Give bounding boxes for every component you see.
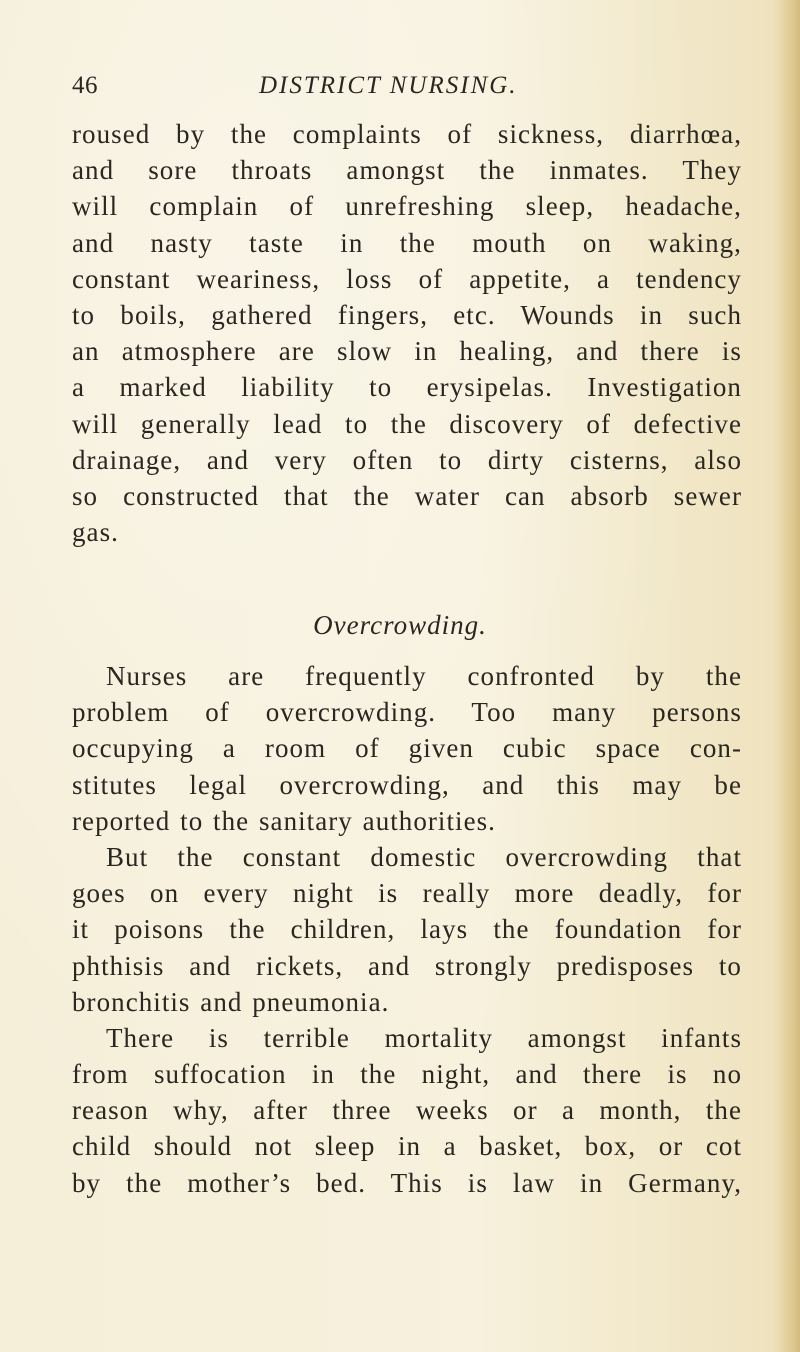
text-line: goes on every night is really more deadly, for	[72, 878, 742, 909]
text-line: and sore throats amongst the inmates. They	[72, 155, 742, 186]
running-title: DISTRICT NURSING.	[259, 72, 518, 99]
text-line: a marked liability to erysipelas. Investigation	[72, 372, 742, 403]
text-line: There is terrible mortality amongst infants	[106, 1022, 742, 1053]
text-line: constant weariness, loss of appetite, a tendency	[72, 263, 742, 294]
text-line: Nurses are frequently confronted by the	[106, 661, 742, 691]
text-line: it poisons the children, lays the foundation for	[72, 914, 742, 945]
text-line: and nasty taste in the mouth on waking,	[72, 227, 742, 258]
text-line: stitutes legal overcrowding, and this may be	[72, 769, 742, 800]
page-number: 46	[72, 72, 98, 99]
text-line: roused by the complaints of sickness, diarrhœa,	[72, 119, 742, 149]
text-line: phthisis and rickets, and strongly predisposes to	[72, 950, 742, 981]
text-line: gas.	[72, 517, 119, 548]
text-line: reason why, after three weeks or a month, the	[72, 1095, 742, 1126]
text-line: child should not sleep in a basket, box, or cot	[72, 1131, 742, 1162]
text-line: reported to the sanitary authorities.	[72, 805, 496, 836]
text-line: an atmosphere are slow in healing, and there is	[72, 336, 742, 367]
text-line: problem of overcrowding. Too many persons	[72, 697, 742, 728]
section-heading: Overcrowding.	[313, 610, 487, 640]
page-header	[72, 72, 552, 112]
text-line: drainage, and very often to dirty cisterns, also	[72, 444, 742, 475]
text-line: to boils, gathered fingers, etc. Wounds in such	[72, 299, 742, 330]
paragraph-1	[72, 116, 742, 550]
text-line: so constructed that the water can absorb sewer	[72, 480, 742, 511]
paragraph-2	[72, 658, 742, 1201]
page-edge-stain	[778, 0, 800, 1352]
text-line: by the mother’s bed. This is law in Germany,	[72, 1167, 742, 1198]
text-line: bronchitis and pneumonia.	[72, 986, 390, 1017]
text-line: But the constant domestic overcrowding that	[106, 841, 742, 872]
text-line: from suffocation in the night, and there is no	[72, 1059, 742, 1090]
text-line: will complain of unrefreshing sleep, headache,	[72, 191, 742, 222]
text-line: will generally lead to the discovery of defective	[72, 408, 742, 439]
text-line: occupying a room of given cubic space con-	[72, 733, 742, 764]
